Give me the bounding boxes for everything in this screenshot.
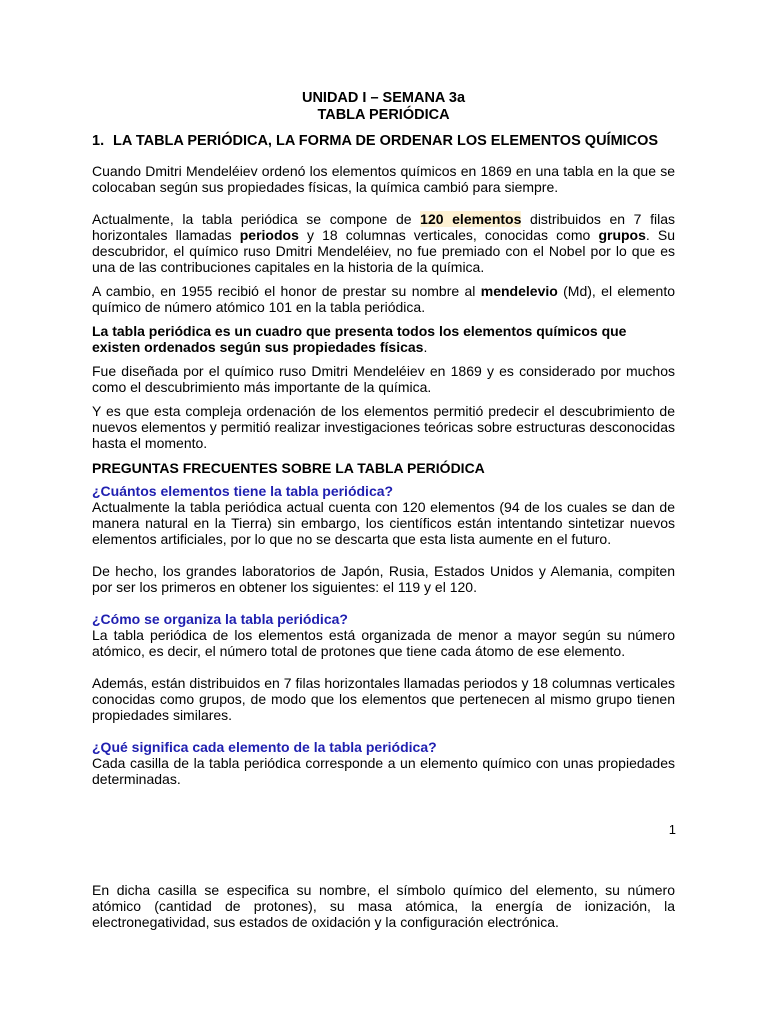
section-title: LA TABLA PERIÓDICA, LA FORMA DE ORDENAR LOS ELEMENTOS QUÍMICOS bbox=[113, 133, 659, 149]
faq-question: ¿Cuántos elementos tiene la tabla periódica? bbox=[92, 483, 394, 499]
document-page-2 bbox=[92, 882, 675, 930]
paragraph-design: Fue diseñada por el químico ruso Dmitri Mendeléiev en 1869 y es considerado por muchos como el descubrimiento más importante de la química. bbox=[92, 363, 675, 395]
bold-term: mendelevio bbox=[480, 283, 558, 299]
faq-question: ¿Cómo se organiza la tabla periódica? bbox=[92, 611, 348, 627]
paragraph-cell-info: En dicha casilla se especifica su nombre, el símbolo químico del elemento, su número atómico (cantidad de protones), su masa atómica, la energía de ionización, la electronegatividad, sus estados de oxidación y la configuración electrónica. bbox=[92, 882, 675, 930]
faq-heading: PREGUNTAS FRECUENTES SOBRE LA TABLA PERIÓDICA bbox=[92, 460, 485, 476]
document-title: TABLA PERIÓDICA bbox=[317, 107, 450, 123]
text-run: y 18 columnas verticales, conocidas como bbox=[298, 227, 599, 243]
faq-answer: Cada casilla de la tabla periódica corresponde a un elemento químico con unas propiedades determinadas. bbox=[92, 755, 675, 787]
paragraph-prediction: Y es que esta compleja ordenación de los elementos permitió predecir el descubrimiento de nuevos elementos y permitió realizar investigaciones teóricas sobre estructuras desconocidas hasta el momento. bbox=[92, 403, 675, 451]
text-run: . Su descubridor, el químico ruso Dmitri Mendeléiev, no fue premiado con el Nobel por lo que es una de las contribuciones capitales en la historia de la química. bbox=[92, 227, 676, 275]
text-run: La tabla periódica es un cuadro que presenta todos los elementos químicos que existen ordenados según sus propiedades físicas bbox=[92, 323, 627, 355]
text-run: (Md), el elemento químico de número atómico 101 en la tabla periódica. bbox=[92, 283, 676, 315]
section-heading bbox=[92, 133, 675, 150]
paragraph-definition bbox=[92, 323, 675, 355]
faq-answer: De hecho, los grandes laboratorios de Japón, Rusia, Estados Unidos y Alemania, compiten por ser los primeros en obtener los siguientes: el 119 y el 120. bbox=[92, 563, 675, 595]
bold-term: periodos bbox=[239, 227, 299, 243]
section-number: 1. bbox=[92, 133, 105, 149]
paragraph-mendelevium bbox=[92, 283, 675, 315]
document-page-1 bbox=[92, 90, 675, 787]
page-number: 1 bbox=[668, 822, 676, 837]
faq-answer: Además, están distribuidos en 7 filas horizontales llamadas periodos y 18 columnas verticales conocidas como grupos, de modo que los elementos que pertenecen al mismo grupo tienen propiedades similares. bbox=[92, 675, 675, 723]
faq-answer: Actualmente la tabla periódica actual cuenta con 120 elementos (94 de los cuales se dan de manera natural en la Tierra) sin embargo, los científicos están intentando sintetizar nuevos elementos artificiales, por lo que no se descarta que esta lista aumente en el futuro. bbox=[92, 499, 675, 547]
unit-heading: UNIDAD I – SEMANA 3a bbox=[301, 90, 466, 106]
text-run: A cambio, en 1955 recibió el honor de prestar su nombre al bbox=[92, 283, 481, 299]
faq-question: ¿Qué significa cada elemento de la tabla periódica? bbox=[92, 739, 437, 755]
text-run: . bbox=[423, 339, 428, 355]
text-run: distribuidos en 7 filas horizontales llamadas bbox=[92, 211, 675, 243]
faq-answer: La tabla periódica de los elementos está organizada de menor a mayor según su número atómico, es decir, el número total de protones que tiene cada átomo de ese elemento. bbox=[92, 627, 675, 659]
highlighted-term: 120 elementos bbox=[420, 211, 522, 227]
bold-term: grupos bbox=[598, 227, 646, 243]
paragraph-intro: Cuando Dmitri Mendeléiev ordenó los elementos químicos en 1869 en una tabla en la que se colocaban según sus propiedades físicas, la química cambió para siempre. bbox=[92, 163, 675, 195]
paragraph-composition bbox=[92, 211, 675, 275]
text-run: Actualmente, la tabla periódica se compone de bbox=[92, 211, 421, 227]
